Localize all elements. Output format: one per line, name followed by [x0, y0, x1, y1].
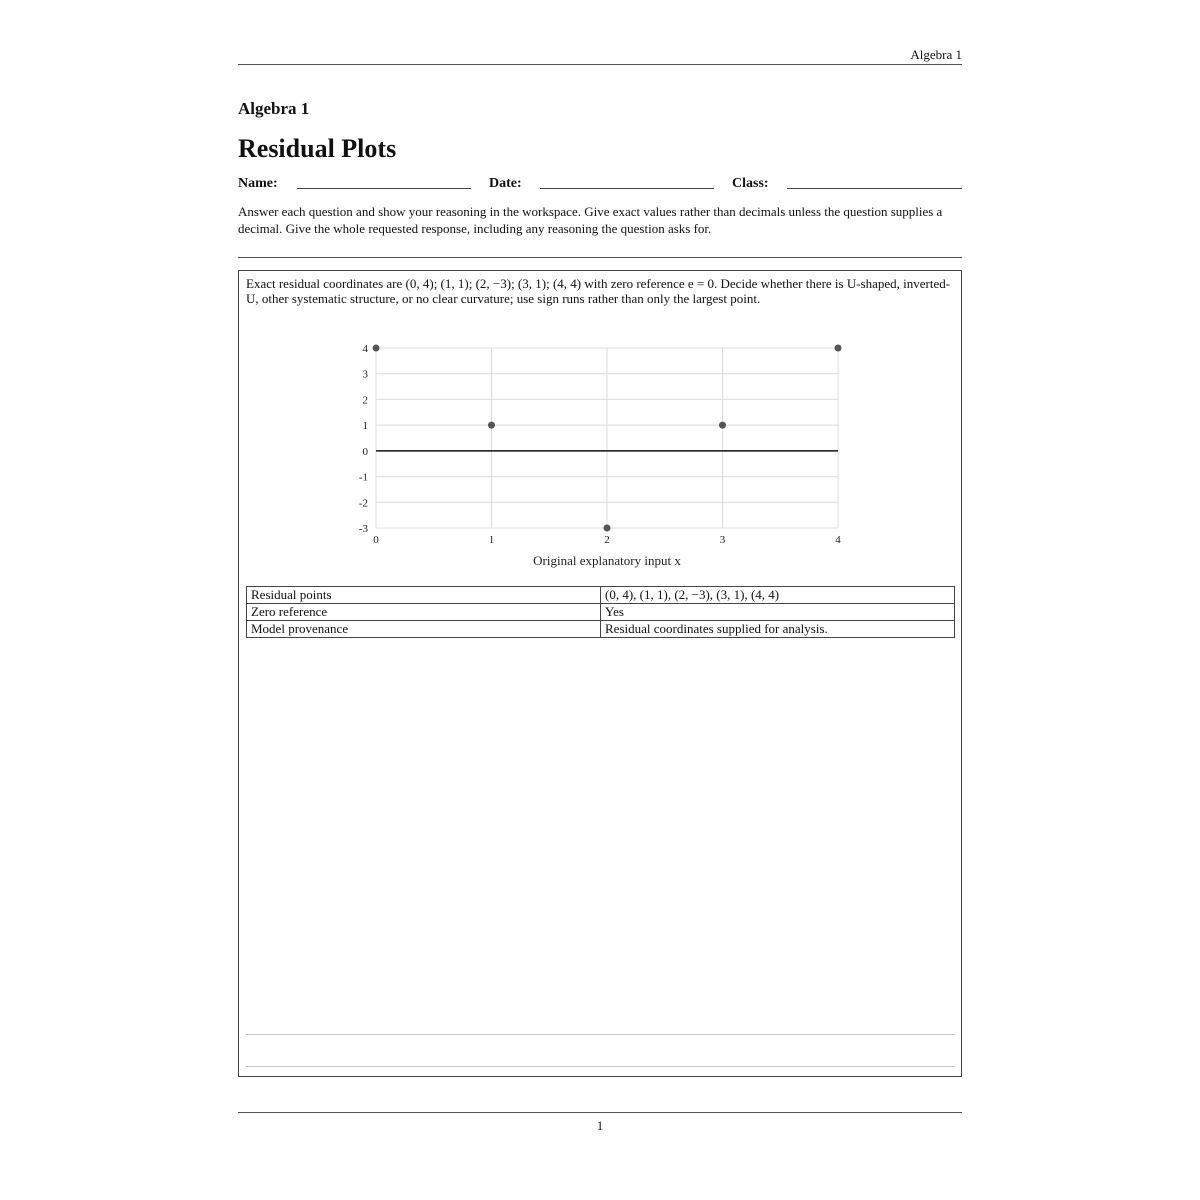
- answer-line[interactable]: [246, 1034, 955, 1035]
- y-tick-label: 1: [362, 420, 368, 433]
- table-cell-value: Residual coordinates supplied for analysis.: [601, 621, 955, 638]
- date-field[interactable]: [540, 188, 714, 189]
- x-tick-label: 2: [604, 534, 610, 546]
- class-label: Class:: [732, 176, 769, 191]
- question-text: Exact residual coordinates are (0, 4); (1, 1); (2, −3); (3, 1); (4, 4) with zero reference e = 0. Decide whether there is U-shaped, inverted-U, other systematic structure, or no clear curvature; use sign runs rather than only the largest point.: [246, 276, 951, 306]
- data-point: [719, 422, 726, 429]
- answer-line[interactable]: [246, 1066, 955, 1067]
- header-rule: [238, 64, 962, 65]
- instructions: Answer each question and show your reasoning in the workspace. Give exact values rather than decimals unless the question supplies a decimal. Give the whole requested response, including any reasoning the question asks for.: [238, 204, 943, 236]
- x-tick-label: 3: [719, 534, 726, 546]
- y-tick-label: 4: [362, 343, 368, 355]
- footer-rule: [238, 1112, 962, 1113]
- data-point: [604, 525, 611, 532]
- data-point: [488, 422, 495, 429]
- data-point: [835, 345, 842, 352]
- name-field[interactable]: [297, 188, 471, 189]
- x-tick-label: 1: [488, 534, 495, 546]
- y-tick-label: 2: [362, 394, 368, 407]
- data-table: [246, 586, 955, 638]
- y-tick-label: 0: [362, 445, 368, 458]
- table-cell-label: Model provenance: [247, 621, 601, 638]
- question-box: [238, 270, 962, 1077]
- section-divider: [238, 257, 962, 258]
- y-tick-label: -3: [358, 523, 368, 535]
- x-tick-label: 4: [835, 534, 841, 546]
- x-axis-title: Original explanatory input x: [533, 553, 681, 568]
- running-head: Algebra 1: [910, 47, 962, 62]
- data-point: [373, 345, 380, 352]
- x-tick-label: 0: [373, 534, 379, 546]
- table-cell-label: Zero reference: [247, 604, 601, 621]
- y-tick-label: -2: [358, 497, 368, 510]
- y-tick-label: 3: [362, 368, 368, 381]
- residual-plot: [239, 271, 961, 571]
- page-title: Residual Plots: [238, 134, 397, 163]
- table-cell-label: Residual points: [247, 587, 601, 604]
- y-tick-label: -1: [358, 471, 368, 484]
- name-label: Name:: [238, 176, 278, 191]
- date-label: Date:: [489, 176, 522, 191]
- table-row: [247, 587, 955, 604]
- table-cell-value: (0, 4), (1, 1), (2, −3), (3, 1), (4, 4): [601, 587, 955, 604]
- page-number: 1: [596, 1118, 604, 1133]
- course-name: Algebra 1: [238, 99, 310, 118]
- table-row: [247, 604, 955, 621]
- class-field[interactable]: [787, 188, 962, 189]
- table-cell-value: Yes: [601, 604, 955, 621]
- table-row: [247, 621, 955, 638]
